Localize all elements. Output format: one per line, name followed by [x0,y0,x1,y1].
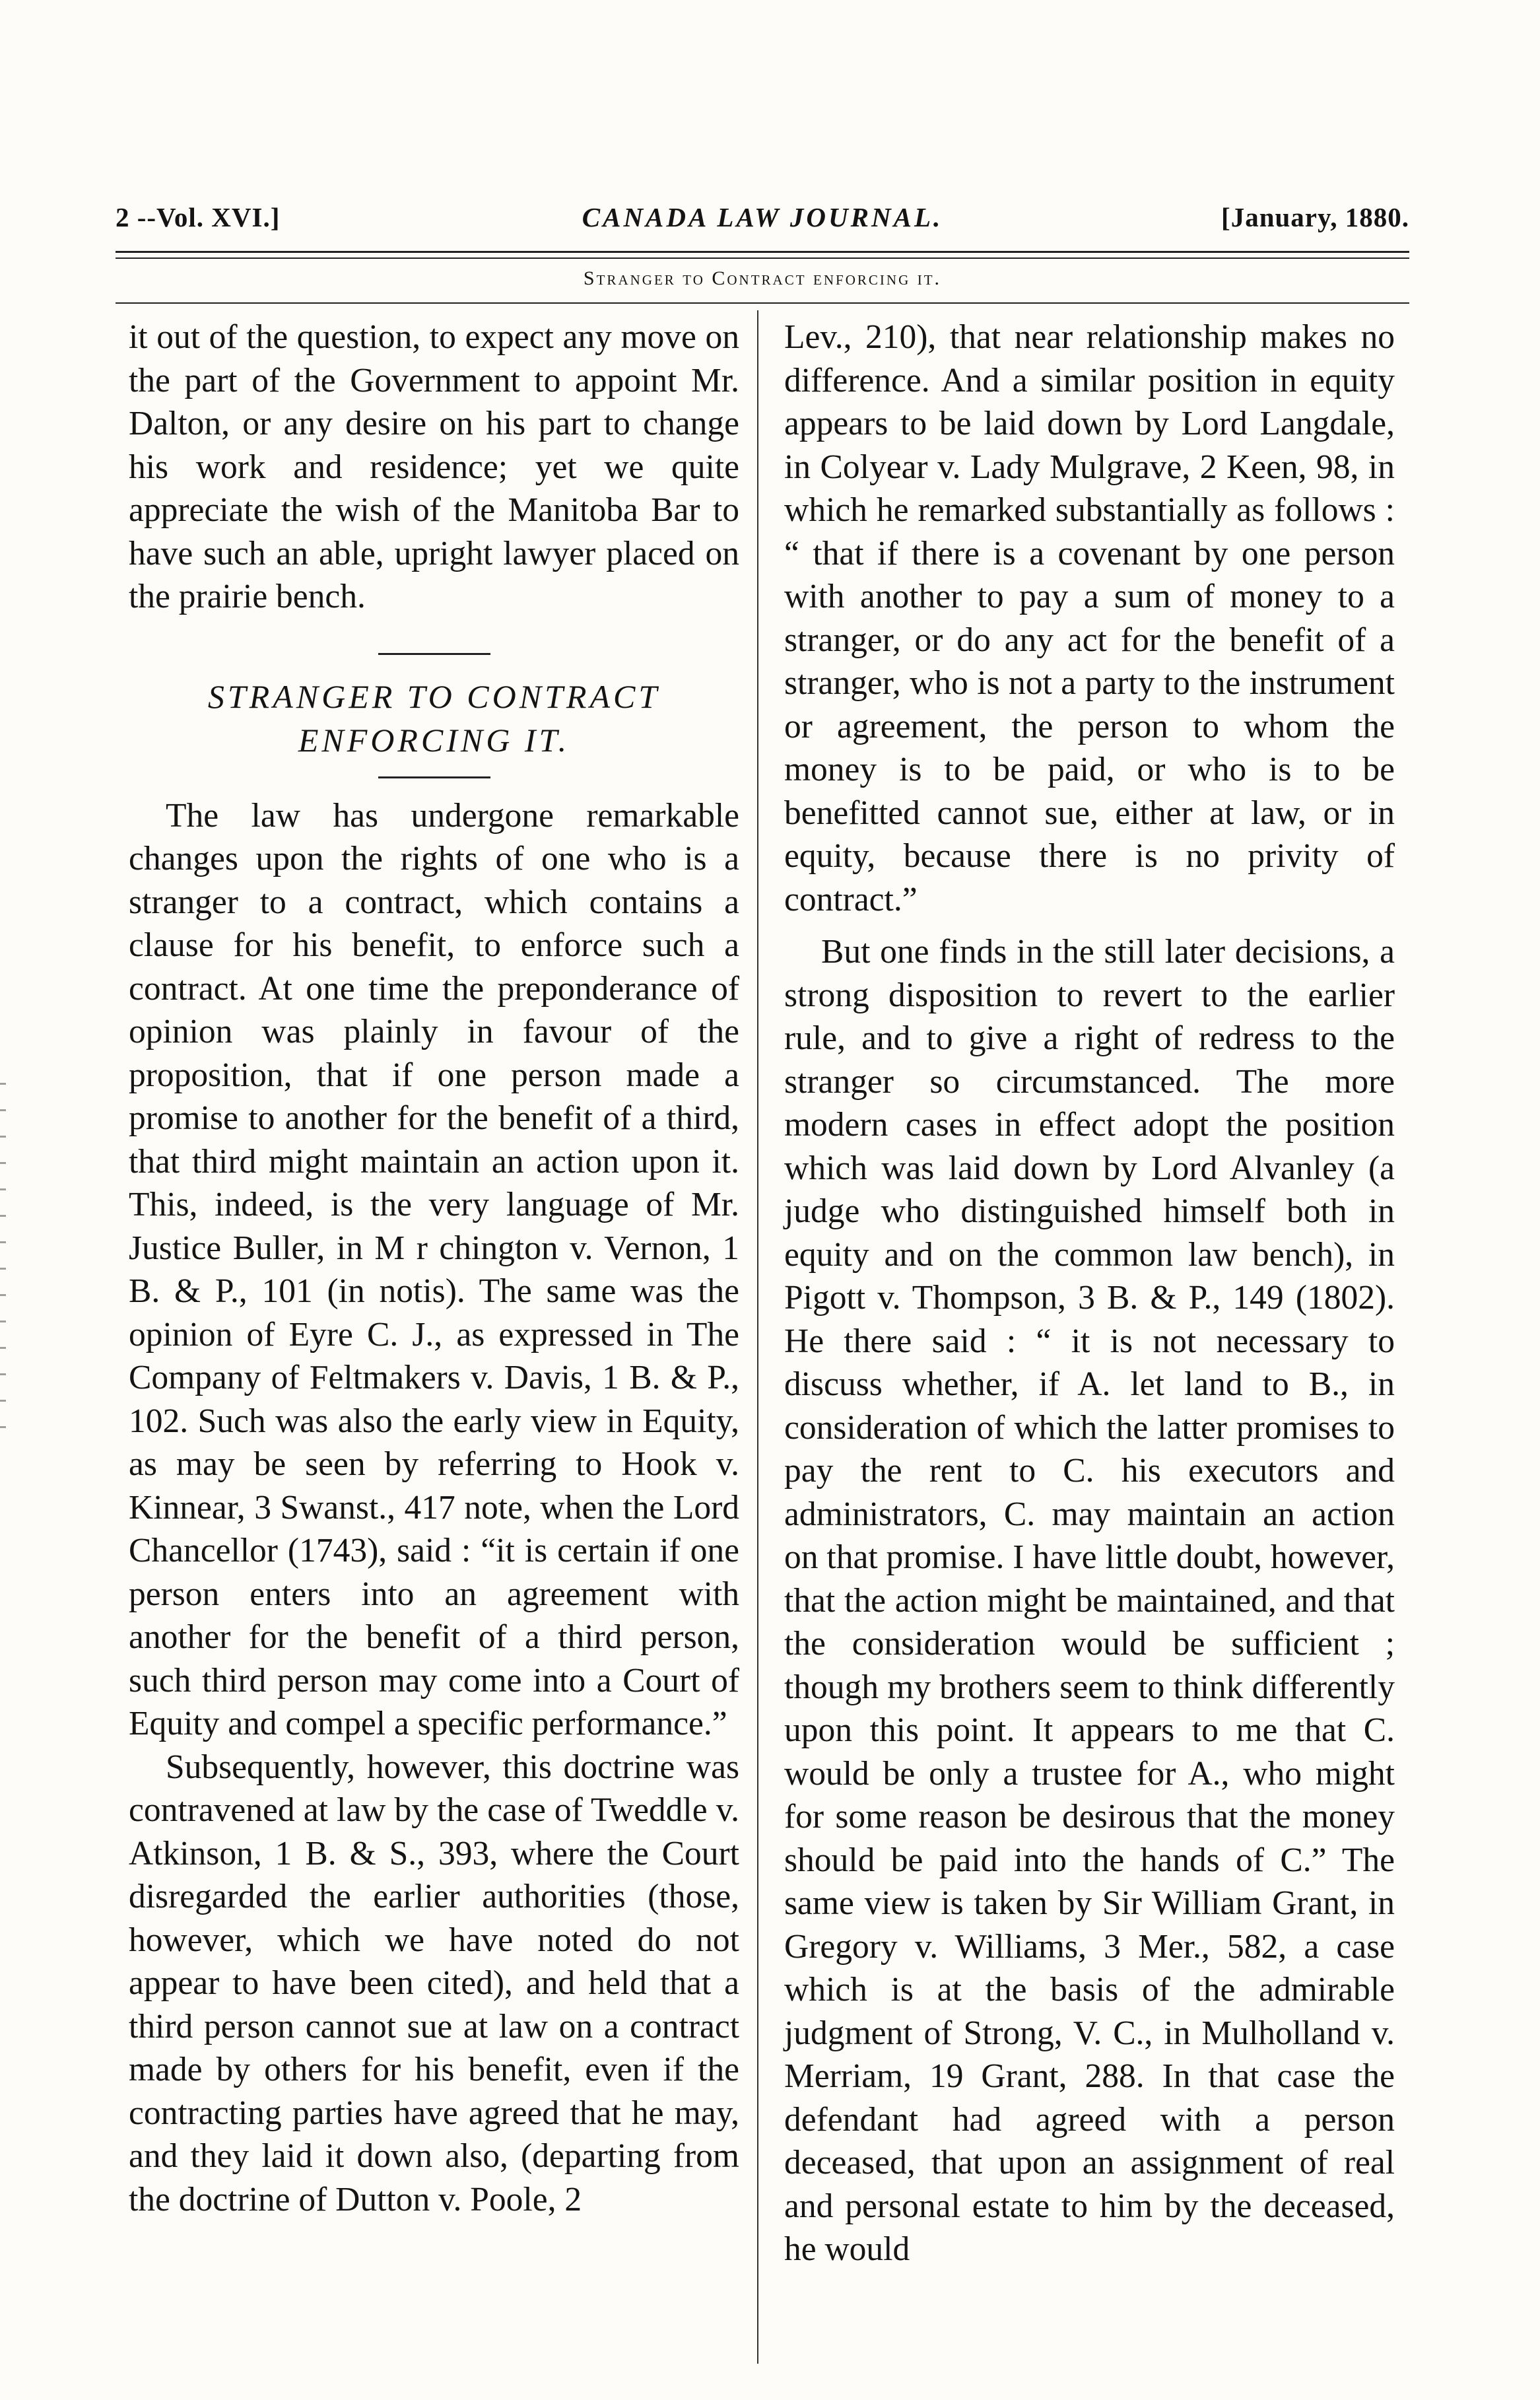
header-double-rule [116,251,1409,259]
title-rule-top [378,653,490,655]
scan-edge-mark [0,1083,6,1453]
article-title-line-2: ENFORCING IT. [298,721,570,759]
title-rule-bottom [378,776,490,778]
journal-title: CANADA LAW JOURNAL. [582,202,943,232]
column-divider [757,310,758,2364]
article-title-line-1: STRANGER TO CONTRACT [207,677,661,715]
issue-date: [January, 1880. [1221,202,1409,232]
header-rule [116,302,1409,304]
left-column [129,316,739,2221]
section-title: Stranger to Contract enforcing it. [583,267,942,289]
right-column [784,316,1395,2271]
paragraph: Subsequently, however, this doctrine was contravened at law by the case of Tweddle v. Atkinson, 1 B. & S., 393, where the Court disregarded the earlier authorities (those, however, which we have noted do not appear to have been cited), and held that a third person cannot sue at law on a contract made by others for his benefit, even if the contracting parties have agreed that he may, and they laid it down also, (departing from the doctrine of Dutton v. Poole, 2 [129,1748,739,2218]
paragraph-continued: it out of the question, to expect any move on the part of the Government to appoint Mr. Dalton, or any desire on his part to change his work and residence; yet we quite appreciate the wish of the Manitoba Bar to have such an able, upright lawyer placed on the prairie bench. [129,318,739,615]
paragraph-continued: Lev., 210), that near relationship makes no difference. And a similar position in equity appears to be laid down by Lord Langdale, in Colyear v. Lady Mulgrave, 2 Keen, 98, in which he remarked substantially as follows : “ that if there is a covenant by one person with another to pay a sum of money to a stranger, or do any act for the benefit of a stranger, who is not a party to the instrument or agreement, the person to whom the money is to be paid, or who is to be benefitted cannot sue, either at law, or in equity, because there is no privity of contract.” [784,318,1395,918]
volume-label: 2 --Vol. XVI.] [116,202,281,232]
running-head [116,201,1409,241]
article-title [129,675,739,762]
paragraph: But one finds in the still later decisions, a strong disposition to revert to the earlier rule, and to give a right of redress to the stranger so circumstanced. The more modern cases in effect adopt the position which was laid down by Lord Alvanley (a judge who distinguished himself both in equity and on the common law bench), in Pigott v. Thompson, 3 B. & P., 149 (1802). He there said : “ it is not necessary to discuss whether, if A. let land to B., in consideration of which the latter promises to pay the rent to C. his executors and administrators, C. may maintain an action on that promise. I have little doubt, however, that the action might be maintained, and that the consideration would be sufficient ; though my brothers seem to think differently upon this point. It appears to me that C. would be only a trustee for A., who might for some reason be desirous that the money should be paid into the hands of C.” The same view is taken by Sir William Grant, in Gregory v. Williams, 3 Mer., 582, a case which is at the basis of the admirable judgment of Strong, V. C., in Mulholland v. Merriam, 19 Grant, 288. In that case the defendant had agreed with a person deceased, that upon an assignment of real and personal estate to him by the deceased, he would [784,933,1395,2268]
paragraph: The law has undergone remarkable changes upon the rights of one who is a stranger to a contract, which contains a clause for his benefit, to enforce such a contract. At one time the preponderance of opinion was plainly in favour of the proposition, that if one person made a promise to another for the benefit of a third, that third might maintain an action upon it. This, indeed, is the very language of Mr. Justice Buller, in M r chington v. Vernon, 1 B. & P., 101 (in notis). The same was the opinion of Eyre C. J., as expressed in The Company of Feltmakers v. Davis, 1 B. & P., 102. Such was also the early view in Equity, as may be seen by referring to Hook v. Kinnear, 3 Swanst., 417 note, when the Lord Chancellor (1743), said : “it is certain if one person enters into an agreement with another for the benefit of a third person, such third person may come into a Court of Equity and compel a specific performance.” [129,796,739,1742]
